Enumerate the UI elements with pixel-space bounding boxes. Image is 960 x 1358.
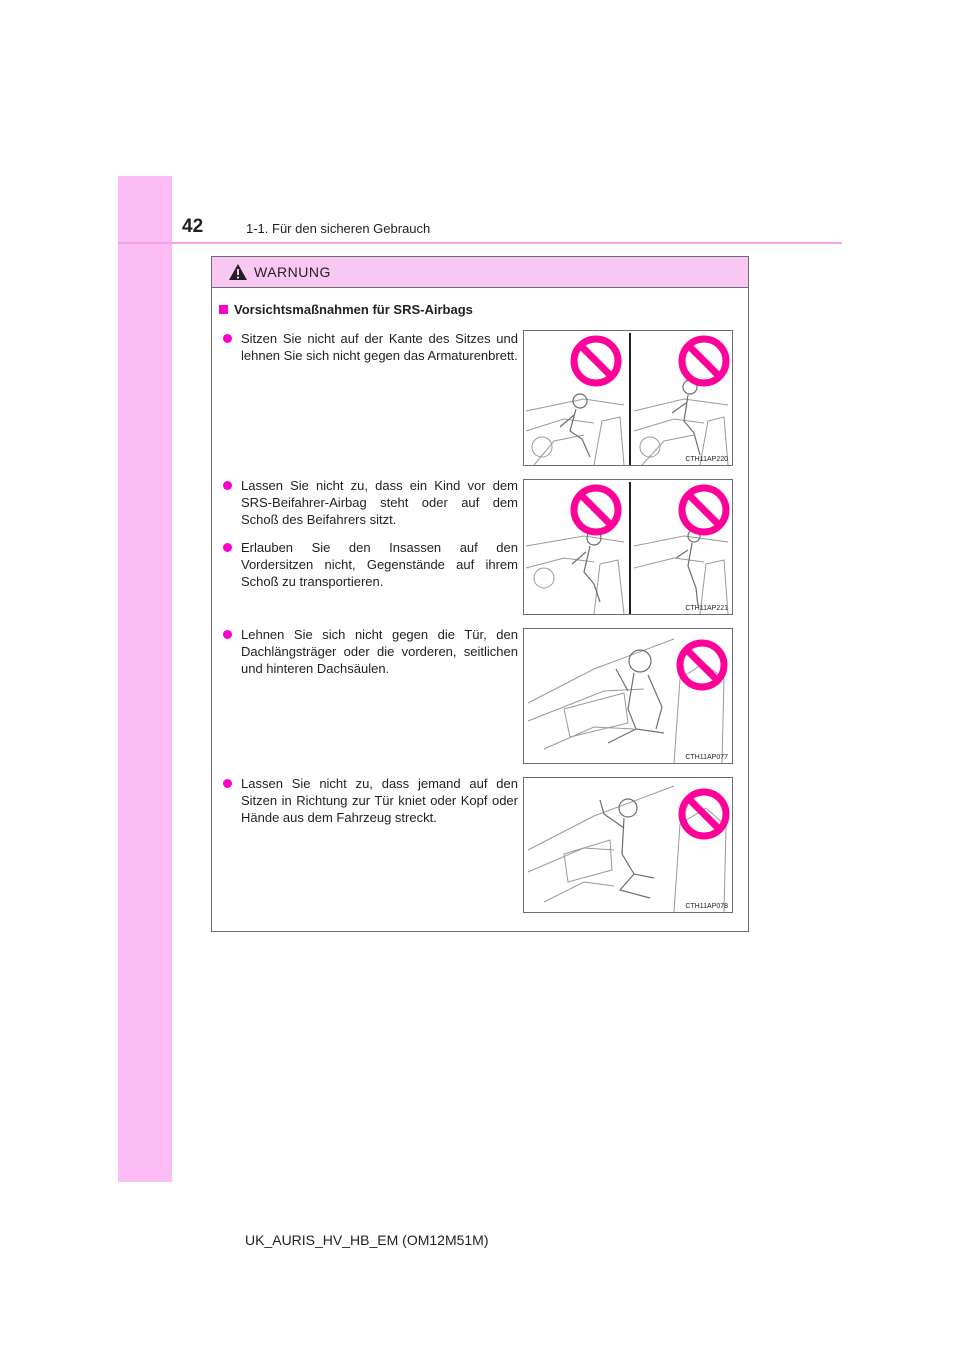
illustration-drawing [524,480,732,614]
prohibition-icon [680,643,724,687]
warning-label: WARNUNG [254,264,331,280]
illustration-drawing [524,778,732,912]
prohibition-icon [682,488,726,532]
illustration-figure [523,479,733,615]
prohibition-icon [682,792,726,836]
bullet-icon [223,481,232,490]
bullet-icon [223,334,232,343]
list-item: Lassen Sie nicht zu, dass jemand auf den Sitzen in Richtung zur Tür kniet oder Kopf oder Hände aus dem Fahrzeug streckt. [223,775,518,826]
subsection-heading-text: Vorsichtsmaßnahmen für SRS-Airbags [234,302,473,317]
prohibition-icon [682,339,726,383]
figure-code: CTH11AP078 [685,903,728,910]
list-item: Erlauben Sie den Insassen auf den Vordersitzen nicht, Gegenstände auf ihrem Schoß zu transportieren. [223,539,518,590]
bullet-icon [223,779,232,788]
illustration-figure [523,777,733,913]
section-title: 1-1. Für den sicheren Gebrauch [246,221,431,236]
figure-code: CTH11AP221 [685,605,728,612]
illustration-figure [523,628,733,764]
page-number: 42 [182,216,204,237]
list-item: Lehnen Sie sich nicht gegen die Tür, den Dachlängsträger oder die vorderen, seitlichen und hinteren Dachsäulen. [223,626,518,677]
square-bullet-icon [219,305,228,314]
bullet-icon [223,543,232,552]
list-item: Sitzen Sie nicht auf der Kante des Sitzes und lehnen Sie sich nicht gegen das Armaturenbrett. [223,330,518,364]
illustration-figure [523,330,733,466]
bullet-icon [223,630,232,639]
illustration-drawing [524,629,732,763]
prohibition-icon [574,488,618,532]
prohibition-icon [574,339,618,383]
warning-box [211,256,749,932]
side-tab-band [118,176,172,1182]
subsection-heading [219,302,473,317]
warning-triangle-icon [228,263,248,281]
figure-code: CTH11AP077 [685,754,728,761]
illustration-drawing [524,331,732,465]
document-code: UK_AURIS_HV_HB_EM (OM12M51M) [245,1232,489,1248]
warning-header [212,257,748,288]
figure-code: CTH11AP220 [685,456,728,463]
list-item: Lassen Sie nicht zu, dass ein Kind vor dem SRS-Beifahrer-Airbag steht oder auf dem Schoß des Beifahrers sitzt. [223,477,518,528]
header-divider [118,242,842,244]
